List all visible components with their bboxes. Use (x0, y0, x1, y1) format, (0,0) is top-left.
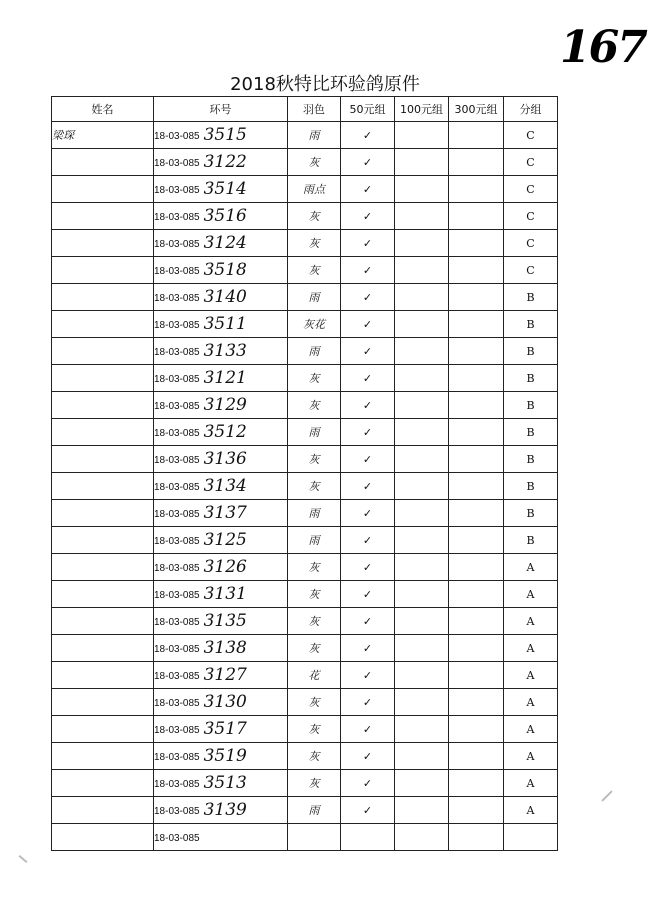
table-row (52, 311, 558, 338)
ring-number: 3127 (203, 665, 247, 685)
ring-cell (154, 122, 288, 149)
ring-prefix: 18-03-085 (154, 509, 200, 520)
ring-cell (154, 284, 288, 311)
ring-number: 3139 (203, 800, 247, 820)
name-cell (52, 581, 154, 608)
group-cell: B (504, 284, 558, 311)
ring-number: 3519 (203, 746, 247, 766)
check-300-cell (449, 122, 504, 149)
name-cell (52, 257, 154, 284)
group-cell: A (504, 608, 558, 635)
group-cell: C (504, 203, 558, 230)
check-100-cell (395, 230, 449, 257)
ring-number: 3513 (203, 773, 247, 793)
table-row (52, 500, 558, 527)
table-row (52, 392, 558, 419)
color-cell: 灰 (288, 743, 341, 770)
group-cell: B (504, 527, 558, 554)
color-cell: 雨 (288, 797, 341, 824)
name-cell (52, 824, 154, 851)
ring-number: 3135 (203, 611, 247, 631)
ring-cell (154, 473, 288, 500)
ring-prefix: 18-03-085 (154, 833, 200, 844)
ring-cell (154, 149, 288, 176)
table-row (52, 662, 558, 689)
color-cell: 灰 (288, 203, 341, 230)
name-cell (52, 743, 154, 770)
color-cell (288, 824, 341, 851)
color-cell: 灰 (288, 473, 341, 500)
ring-number: 3126 (203, 557, 247, 577)
ring-cell (154, 203, 288, 230)
ring-cell (154, 338, 288, 365)
name-cell (52, 554, 154, 581)
ring-number: 3134 (203, 476, 247, 496)
ring-prefix: 18-03-085 (154, 428, 200, 439)
ring-number: 3130 (203, 692, 247, 712)
table-row (52, 230, 558, 257)
table-row (52, 716, 558, 743)
ring-cell (154, 770, 288, 797)
ring-prefix: 18-03-085 (154, 239, 200, 250)
ring-number: 3137 (203, 503, 247, 523)
table-row (52, 527, 558, 554)
ring-prefix: 18-03-085 (154, 536, 200, 547)
header-group: 分组 (504, 97, 558, 122)
header-ring: 环号 (154, 97, 288, 122)
check-50-cell: ✓ (341, 392, 395, 419)
ring-number: 3138 (203, 638, 247, 658)
check-100-cell (395, 770, 449, 797)
check-100-cell (395, 149, 449, 176)
ring-number: 3125 (203, 530, 247, 550)
color-cell: 雨 (288, 527, 341, 554)
name-cell (52, 608, 154, 635)
ring-number: 3129 (203, 395, 247, 415)
group-cell: C (504, 149, 558, 176)
ring-cell (154, 176, 288, 203)
color-cell: 灰 (288, 446, 341, 473)
ring-prefix: 18-03-085 (154, 482, 200, 493)
ring-cell (154, 689, 288, 716)
group-cell: A (504, 797, 558, 824)
check-100-cell (395, 419, 449, 446)
group-cell: C (504, 230, 558, 257)
check-50-cell: ✓ (341, 365, 395, 392)
check-300-cell (449, 257, 504, 284)
check-50-cell: ✓ (341, 797, 395, 824)
check-50-cell: ✓ (341, 500, 395, 527)
ring-cell (154, 662, 288, 689)
ring-cell (154, 365, 288, 392)
table-row (52, 824, 558, 851)
color-cell: 灰 (288, 149, 341, 176)
check-100-cell (395, 176, 449, 203)
scan-speck (19, 855, 28, 863)
ring-prefix: 18-03-085 (154, 185, 200, 196)
ring-prefix: 18-03-085 (154, 347, 200, 358)
group-cell: A (504, 716, 558, 743)
ring-number: 3518 (203, 260, 247, 280)
check-300-cell (449, 662, 504, 689)
table-row (52, 203, 558, 230)
ring-number: 3122 (203, 152, 247, 172)
check-300-cell (449, 770, 504, 797)
name-cell (52, 176, 154, 203)
color-cell: 灰 (288, 257, 341, 284)
check-100-cell (395, 500, 449, 527)
check-50-cell: ✓ (341, 635, 395, 662)
table-row (52, 554, 558, 581)
check-50-cell: ✓ (341, 149, 395, 176)
check-300-cell (449, 527, 504, 554)
check-50-cell: ✓ (341, 608, 395, 635)
check-100-cell (395, 284, 449, 311)
check-300-cell (449, 608, 504, 635)
check-50-cell: ✓ (341, 527, 395, 554)
table-row (52, 176, 558, 203)
table-header-row (52, 97, 558, 122)
header-color: 羽色 (288, 97, 341, 122)
table-row (52, 608, 558, 635)
check-300-cell (449, 446, 504, 473)
name-cell (52, 311, 154, 338)
ring-number: 3140 (203, 287, 247, 307)
ring-cell (154, 797, 288, 824)
check-50-cell: ✓ (341, 581, 395, 608)
ring-prefix: 18-03-085 (154, 617, 200, 628)
ring-prefix: 18-03-085 (154, 725, 200, 736)
check-300-cell (449, 311, 504, 338)
check-300-cell (449, 176, 504, 203)
page-number: 167 (560, 22, 646, 73)
check-100-cell (395, 446, 449, 473)
group-cell: B (504, 338, 558, 365)
name-cell (52, 635, 154, 662)
ring-prefix: 18-03-085 (154, 401, 200, 412)
ring-number: 3515 (203, 125, 247, 145)
ring-prefix: 18-03-085 (154, 779, 200, 790)
check-50-cell: ✓ (341, 473, 395, 500)
color-cell: 雨点 (288, 176, 341, 203)
group-cell: B (504, 446, 558, 473)
check-100-cell (395, 365, 449, 392)
group-cell: A (504, 662, 558, 689)
color-cell: 雨 (288, 284, 341, 311)
check-300-cell (449, 338, 504, 365)
color-cell: 灰 (288, 770, 341, 797)
check-50-cell: ✓ (341, 203, 395, 230)
ring-prefix: 18-03-085 (154, 806, 200, 817)
ring-cell (154, 311, 288, 338)
group-cell: A (504, 635, 558, 662)
ring-prefix: 18-03-085 (154, 698, 200, 709)
ring-prefix: 18-03-085 (154, 320, 200, 331)
group-cell: B (504, 365, 558, 392)
table-row (52, 797, 558, 824)
check-100-cell (395, 716, 449, 743)
check-50-cell: ✓ (341, 338, 395, 365)
ring-prefix: 18-03-085 (154, 563, 200, 574)
check-300-cell (449, 149, 504, 176)
name-cell (52, 149, 154, 176)
ring-prefix: 18-03-085 (154, 752, 200, 763)
check-50-cell: ✓ (341, 257, 395, 284)
check-50-cell: ✓ (341, 554, 395, 581)
ring-number: 3516 (203, 206, 247, 226)
check-100-cell (395, 608, 449, 635)
check-50-cell: ✓ (341, 446, 395, 473)
ring-number: 3512 (203, 422, 247, 442)
table-row (52, 365, 558, 392)
group-cell: C (504, 122, 558, 149)
ring-prefix: 18-03-085 (154, 374, 200, 385)
check-100-cell (395, 311, 449, 338)
table-row (52, 257, 558, 284)
color-cell: 灰 (288, 608, 341, 635)
table-row (52, 473, 558, 500)
header-50-group: 50元组 (341, 97, 395, 122)
pigeon-ring-table (51, 96, 558, 851)
check-300-cell (449, 689, 504, 716)
table-row (52, 581, 558, 608)
check-300-cell (449, 473, 504, 500)
check-100-cell (395, 527, 449, 554)
check-300-cell (449, 797, 504, 824)
check-50-cell: ✓ (341, 662, 395, 689)
check-100-cell (395, 392, 449, 419)
ring-number: 3133 (203, 341, 247, 361)
name-cell (52, 419, 154, 446)
group-cell: B (504, 473, 558, 500)
check-300-cell (449, 203, 504, 230)
ring-cell (154, 392, 288, 419)
ring-cell (154, 257, 288, 284)
ring-prefix: 18-03-085 (154, 212, 200, 223)
group-cell: B (504, 311, 558, 338)
check-100-cell (395, 257, 449, 284)
group-cell (504, 824, 558, 851)
table-row (52, 419, 558, 446)
color-cell: 灰 (288, 716, 341, 743)
check-100-cell (395, 203, 449, 230)
check-300-cell (449, 554, 504, 581)
group-cell: A (504, 689, 558, 716)
color-cell: 灰花 (288, 311, 341, 338)
check-50-cell: ✓ (341, 689, 395, 716)
table-row (52, 446, 558, 473)
name-cell (52, 689, 154, 716)
color-cell: 灰 (288, 581, 341, 608)
group-cell: A (504, 581, 558, 608)
ring-cell (154, 608, 288, 635)
check-50-cell: ✓ (341, 743, 395, 770)
check-50-cell: ✓ (341, 716, 395, 743)
check-300-cell (449, 284, 504, 311)
ring-number: 3517 (203, 719, 247, 739)
color-cell: 灰 (288, 392, 341, 419)
group-cell: B (504, 392, 558, 419)
check-100-cell (395, 662, 449, 689)
name-cell (52, 662, 154, 689)
check-300-cell (449, 365, 504, 392)
color-cell: 灰 (288, 365, 341, 392)
check-50-cell: ✓ (341, 230, 395, 257)
ring-number: 3121 (203, 368, 247, 388)
name-cell (52, 527, 154, 554)
name-cell (52, 365, 154, 392)
name-cell (52, 338, 154, 365)
check-100-cell (395, 689, 449, 716)
table-row (52, 689, 558, 716)
check-50-cell: ✓ (341, 176, 395, 203)
check-100-cell (395, 581, 449, 608)
name-cell (52, 392, 154, 419)
color-cell: 灰 (288, 554, 341, 581)
group-cell: A (504, 743, 558, 770)
table-row (52, 770, 558, 797)
ring-cell (154, 230, 288, 257)
ring-prefix: 18-03-085 (154, 590, 200, 601)
ring-cell (154, 446, 288, 473)
name-cell (52, 716, 154, 743)
check-100-cell (395, 338, 449, 365)
page-title: 2018秋特比环验鸽原件 (230, 74, 420, 95)
check-300-cell (449, 392, 504, 419)
check-50-cell: ✓ (341, 311, 395, 338)
color-cell: 灰 (288, 689, 341, 716)
check-300-cell (449, 581, 504, 608)
check-300-cell (449, 419, 504, 446)
ring-cell (154, 527, 288, 554)
table-row (52, 122, 558, 149)
ring-cell (154, 500, 288, 527)
ring-prefix: 18-03-085 (154, 293, 200, 304)
color-cell: 雨 (288, 500, 341, 527)
check-50-cell: ✓ (341, 419, 395, 446)
table-row (52, 284, 558, 311)
table-row (52, 338, 558, 365)
check-100-cell (395, 797, 449, 824)
color-cell: 雨 (288, 419, 341, 446)
color-cell: 灰 (288, 230, 341, 257)
name-cell (52, 770, 154, 797)
ring-prefix: 18-03-085 (154, 131, 200, 142)
group-cell: C (504, 176, 558, 203)
ring-number: 3136 (203, 449, 247, 469)
ring-cell (154, 716, 288, 743)
ring-number: 3514 (203, 179, 247, 199)
ring-number: 3511 (203, 314, 247, 334)
check-50-cell: ✓ (341, 284, 395, 311)
check-50-cell: ✓ (341, 122, 395, 149)
check-300-cell (449, 824, 504, 851)
color-cell: 灰 (288, 635, 341, 662)
table-row (52, 149, 558, 176)
ring-cell (154, 743, 288, 770)
ring-prefix: 18-03-085 (154, 158, 200, 169)
color-cell: 雨 (288, 338, 341, 365)
ring-cell (154, 419, 288, 446)
ring-prefix: 18-03-085 (154, 455, 200, 466)
ring-prefix: 18-03-085 (154, 644, 200, 655)
table-row (52, 743, 558, 770)
name-cell (52, 446, 154, 473)
check-300-cell (449, 500, 504, 527)
name-cell (52, 473, 154, 500)
name-cell (52, 797, 154, 824)
ring-cell (154, 635, 288, 662)
table-row (52, 635, 558, 662)
ring-prefix: 18-03-085 (154, 671, 200, 682)
ring-cell (154, 824, 288, 851)
name-cell (52, 203, 154, 230)
ring-cell (154, 581, 288, 608)
check-100-cell (395, 743, 449, 770)
check-300-cell (449, 635, 504, 662)
name-cell (52, 230, 154, 257)
header-name: 姓名 (52, 97, 154, 122)
check-100-cell (395, 824, 449, 851)
ring-number: 3124 (203, 233, 247, 253)
scan-speck (601, 790, 612, 801)
check-300-cell (449, 716, 504, 743)
ring-prefix: 18-03-085 (154, 266, 200, 277)
group-cell: C (504, 257, 558, 284)
name-cell (52, 284, 154, 311)
ring-number: 3131 (203, 584, 247, 604)
name-cell (52, 500, 154, 527)
group-cell: A (504, 554, 558, 581)
check-300-cell (449, 230, 504, 257)
check-300-cell (449, 743, 504, 770)
check-100-cell (395, 122, 449, 149)
group-cell: B (504, 419, 558, 446)
check-50-cell: ✓ (341, 770, 395, 797)
group-cell: B (504, 500, 558, 527)
group-cell: A (504, 770, 558, 797)
check-100-cell (395, 473, 449, 500)
name-cell: 梁琛 (52, 122, 154, 149)
header-100-group: 100元组 (395, 97, 449, 122)
ring-cell (154, 554, 288, 581)
check-100-cell (395, 554, 449, 581)
check-50-cell (341, 824, 395, 851)
check-100-cell (395, 635, 449, 662)
header-300-group: 300元组 (449, 97, 504, 122)
color-cell: 花 (288, 662, 341, 689)
color-cell: 雨 (288, 122, 341, 149)
